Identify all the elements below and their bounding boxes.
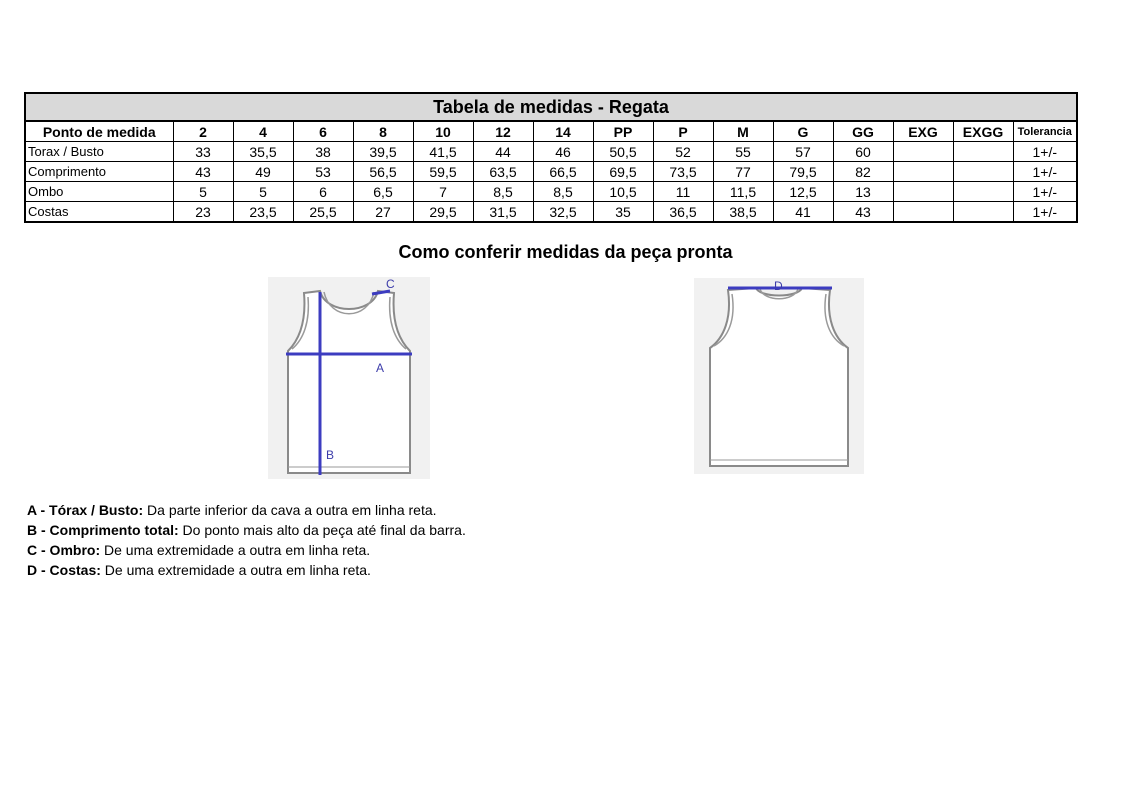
table-cell: 63,5 [473, 162, 533, 182]
table-cell: 69,5 [593, 162, 653, 182]
table-cell [953, 182, 1013, 202]
table-cell: 23 [173, 202, 233, 223]
table-cell: 39,5 [353, 142, 413, 162]
tolerance-cell: 1+/- [1013, 162, 1077, 182]
table-cell: 56,5 [353, 162, 413, 182]
row-label: Torax / Busto [25, 142, 173, 162]
header-cell: M [713, 121, 773, 142]
table-cell [953, 202, 1013, 223]
legend-text: Do ponto mais alto da peça até final da barra. [178, 522, 466, 538]
legend-item [27, 520, 466, 540]
table-cell: 55 [713, 142, 773, 162]
table-cell: 27 [353, 202, 413, 223]
legend-item [27, 540, 466, 560]
table-cell: 25,5 [293, 202, 353, 223]
header-cell-tolerance: Tolerancia [1013, 121, 1077, 142]
table-cell [953, 142, 1013, 162]
table-header-row [25, 121, 1077, 142]
table-cell: 82 [833, 162, 893, 182]
table-title: Tabela de medidas - Regata [25, 93, 1077, 121]
header-cell: EXGG [953, 121, 1013, 142]
table-cell: 43 [833, 202, 893, 223]
table-cell: 8,5 [473, 182, 533, 202]
table-cell [953, 162, 1013, 182]
table-row [25, 162, 1077, 182]
table-cell: 33 [173, 142, 233, 162]
table-cell: 12,5 [773, 182, 833, 202]
table-cell: 44 [473, 142, 533, 162]
table-cell: 41,5 [413, 142, 473, 162]
legend-text: Da parte inferior da cava a outra em linha reta. [143, 502, 437, 518]
header-cell: 10 [413, 121, 473, 142]
back-garment-drawing [694, 278, 864, 474]
table-cell: 41 [773, 202, 833, 223]
measurement-legend [27, 500, 466, 580]
table-cell: 77 [713, 162, 773, 182]
table-cell: 49 [233, 162, 293, 182]
table-body [25, 142, 1077, 223]
table-cell: 32,5 [533, 202, 593, 223]
table-cell: 13 [833, 182, 893, 202]
tolerance-cell: 1+/- [1013, 142, 1077, 162]
row-label: Costas [25, 202, 173, 223]
row-label: Comprimento [25, 162, 173, 182]
front-garment-figure [268, 277, 430, 479]
table-row [25, 182, 1077, 202]
row-label: Ombo [25, 182, 173, 202]
header-cell: Ponto de medida [25, 121, 173, 142]
label-c: C [386, 277, 395, 291]
header-cell: 2 [173, 121, 233, 142]
table-cell: 35,5 [233, 142, 293, 162]
table-cell: 5 [173, 182, 233, 202]
legend-key: D - Costas: [27, 562, 101, 578]
table-cell: 57 [773, 142, 833, 162]
header-cell: G [773, 121, 833, 142]
legend-key: B - Comprimento total: [27, 522, 179, 538]
legend-text: De uma extremidade a outra em linha reta. [100, 562, 371, 578]
table-cell [893, 162, 953, 182]
header-cell: 12 [473, 121, 533, 142]
table-cell: 38 [293, 142, 353, 162]
table-cell: 66,5 [533, 162, 593, 182]
table-cell: 46 [533, 142, 593, 162]
legend-text: De uma extremidade a outra em linha reta. [100, 542, 371, 558]
table-cell: 53 [293, 162, 353, 182]
table-cell: 11,5 [713, 182, 773, 202]
header-cell: 14 [533, 121, 593, 142]
table-cell: 31,5 [473, 202, 533, 223]
table-cell [893, 182, 953, 202]
legend-key: C - Ombro: [27, 542, 101, 558]
table-cell: 6 [293, 182, 353, 202]
table-cell: 79,5 [773, 162, 833, 182]
table-cell: 38,5 [713, 202, 773, 223]
table-cell: 7 [413, 182, 473, 202]
table-cell: 23,5 [233, 202, 293, 223]
table-cell: 50,5 [593, 142, 653, 162]
header-cell: 8 [353, 121, 413, 142]
table-cell: 60 [833, 142, 893, 162]
header-cell: EXG [893, 121, 953, 142]
table-cell: 6,5 [353, 182, 413, 202]
table-cell: 59,5 [413, 162, 473, 182]
tank-top-back-outline [710, 288, 848, 466]
front-garment-drawing [268, 277, 430, 479]
table-cell: 73,5 [653, 162, 713, 182]
label-d: D [774, 278, 783, 293]
header-cell: GG [833, 121, 893, 142]
tolerance-cell: 1+/- [1013, 182, 1077, 202]
table-cell: 43 [173, 162, 233, 182]
section-title: Como conferir medidas da peça pronta [398, 242, 733, 262]
table-cell [893, 202, 953, 223]
tank-top-outline [288, 291, 410, 473]
table-cell: 10,5 [593, 182, 653, 202]
label-a: A [376, 361, 385, 375]
legend-key: A - Tórax / Busto: [27, 502, 144, 518]
table-row [25, 142, 1077, 162]
table-cell: 29,5 [413, 202, 473, 223]
legend-item [27, 560, 466, 580]
table-cell: 52 [653, 142, 713, 162]
back-garment-figure [694, 278, 864, 474]
label-b: B [326, 448, 335, 462]
table-cell: 36,5 [653, 202, 713, 223]
table-cell: 11 [653, 182, 713, 202]
header-cell: P [653, 121, 713, 142]
legend-item [27, 500, 466, 520]
header-cell: 4 [233, 121, 293, 142]
table-cell: 8,5 [533, 182, 593, 202]
table-cell: 35 [593, 202, 653, 223]
size-table [24, 92, 1078, 223]
table-row [25, 202, 1077, 223]
table-cell [893, 142, 953, 162]
header-cell: PP [593, 121, 653, 142]
table-cell: 5 [233, 182, 293, 202]
header-cell: 6 [293, 121, 353, 142]
tolerance-cell: 1+/- [1013, 202, 1077, 223]
